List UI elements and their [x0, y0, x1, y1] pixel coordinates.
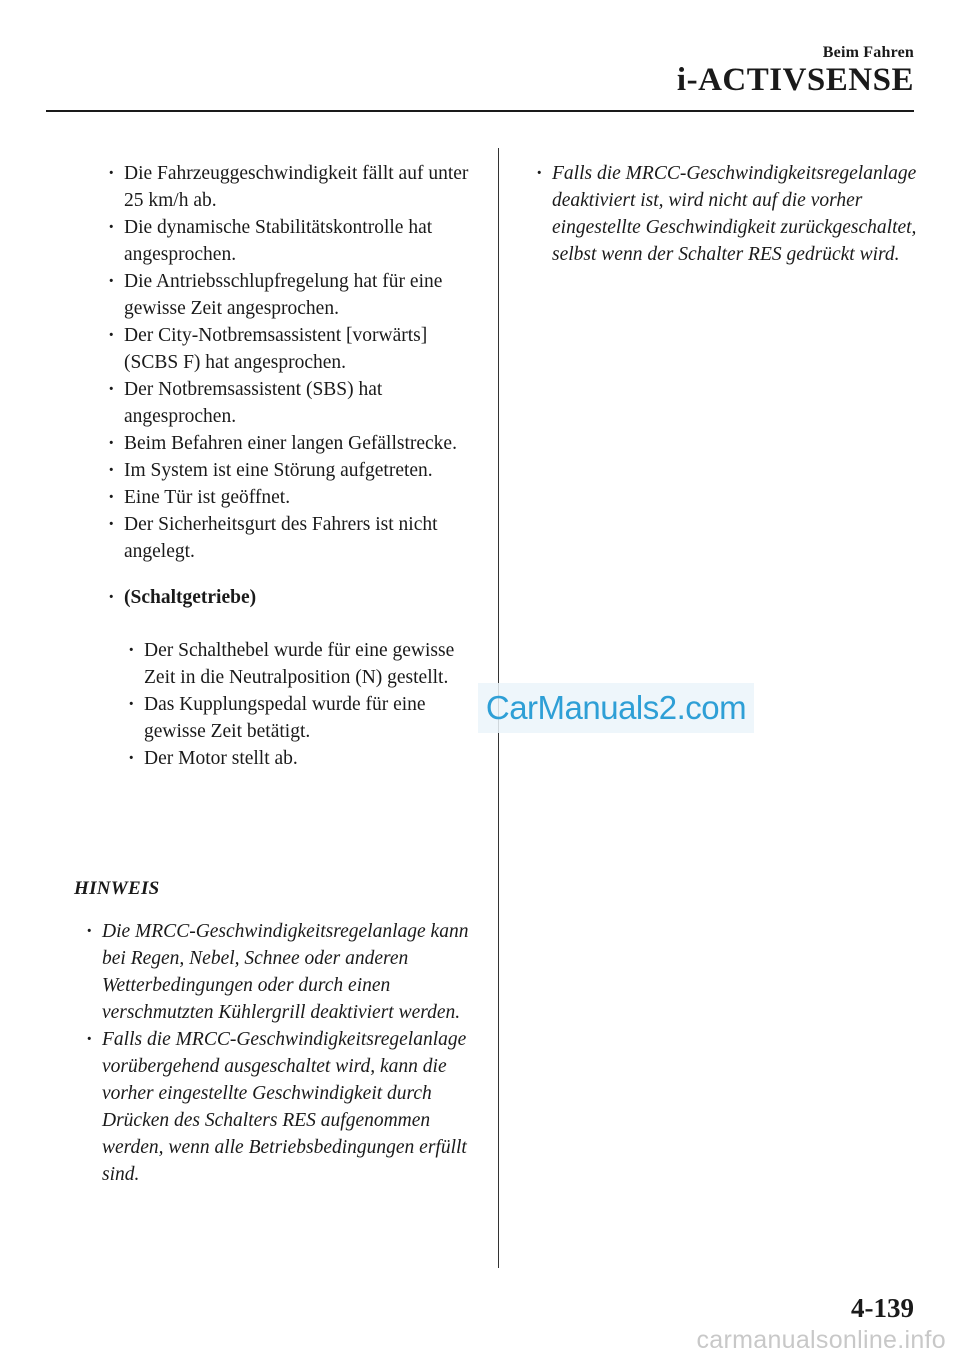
condition-list	[100, 160, 480, 611]
footer-site-link[interactable]: carmanualsonline.info	[696, 1326, 946, 1354]
bullet-icon: ·	[108, 460, 115, 481]
bullet-icon: ·	[128, 694, 135, 715]
bullet-icon: ·	[108, 325, 115, 346]
list-item: · Im System ist eine Störung aufgetreten.	[100, 457, 480, 484]
list-item: · Beim Befahren einer langen Gefällstrecke.	[100, 430, 480, 457]
note-list	[78, 918, 478, 1188]
list-item: · Die MRCC-Geschwindigkeitsregelanlage kann bei Regen, Nebel, Schnee oder anderen Wetterbedingungen oder durch einen verschmutzten Kühlergrill deaktiviert werden.	[78, 918, 478, 1026]
manual-transmission-heading: · (Schaltgetriebe)	[100, 584, 480, 611]
watermark[interactable]: CarManuals2.com	[478, 683, 754, 733]
bullet-icon: ·	[536, 163, 543, 184]
list-item: · Das Kupplungspedal wurde für eine gewisse Zeit betätigt.	[100, 691, 480, 745]
list-item: · Der City-Notbremsassistent [vorwärts] (SCBS F) hat angesprochen.	[100, 322, 480, 376]
list-item: · Falls die MRCC-Geschwindigkeitsregelanlage vorübergehend ausgeschaltet wird, kann die vorher eingestellte Geschwindigkeit durch Drücken des Schalters RES aufgenommen werden, wenn alle Betriebsbedingungen erfüllt sind.	[78, 1026, 478, 1188]
bullet-icon: ·	[108, 514, 115, 535]
list-item: · Falls die MRCC-Geschwindigkeitsregelanlage deaktiviert ist, wird nicht auf die vorher eingestellte Geschwindigkeit zurückgeschaltet, selbst wenn der Schalter RES gedrückt wird.	[528, 160, 918, 268]
list-item: · Der Sicherheitsgurt des Fahrers ist nicht angelegt.	[100, 511, 480, 565]
page-number: 4-139	[851, 1293, 914, 1323]
header-title: i-ACTIVSENSE	[676, 62, 914, 98]
left-column	[100, 160, 480, 772]
header-rule	[46, 110, 914, 112]
list-item: · Der Schalthebel wurde für eine gewisse Zeit in die Neutralposition (N) gestellt.	[100, 637, 480, 691]
list-item: · Die Fahrzeuggeschwindigkeit fällt auf unter 25 km/h ab.	[100, 160, 480, 214]
bullet-icon: ·	[108, 487, 115, 508]
bullet-icon: ·	[108, 163, 115, 184]
manual-transmission-list	[100, 637, 480, 772]
list-item: · Eine Tür ist geöffnet.	[100, 484, 480, 511]
right-column	[528, 160, 918, 268]
bullet-icon: ·	[128, 640, 135, 661]
bullet-icon: ·	[108, 379, 115, 400]
bullet-icon: ·	[108, 433, 115, 454]
bullet-icon: ·	[128, 748, 135, 769]
list-item: · Der Notbremsassistent (SBS) hat angesprochen.	[100, 376, 480, 430]
bullet-icon: ·	[86, 921, 93, 942]
bullet-icon: ·	[108, 217, 115, 238]
list-item: · Die Antriebsschlupfregelung hat für eine gewisse Zeit angesprochen.	[100, 268, 480, 322]
bullet-icon: ·	[86, 1029, 93, 1050]
header-section: Beim Fahren	[822, 44, 914, 61]
bullet-icon: ·	[108, 587, 115, 608]
note-heading: HINWEIS	[74, 878, 160, 899]
list-item: · Die dynamische Stabilitätskontrolle hat angesprochen.	[100, 214, 480, 268]
list-item: · Der Motor stellt ab.	[100, 745, 480, 772]
bullet-icon: ·	[108, 271, 115, 292]
right-note-list	[528, 160, 918, 268]
